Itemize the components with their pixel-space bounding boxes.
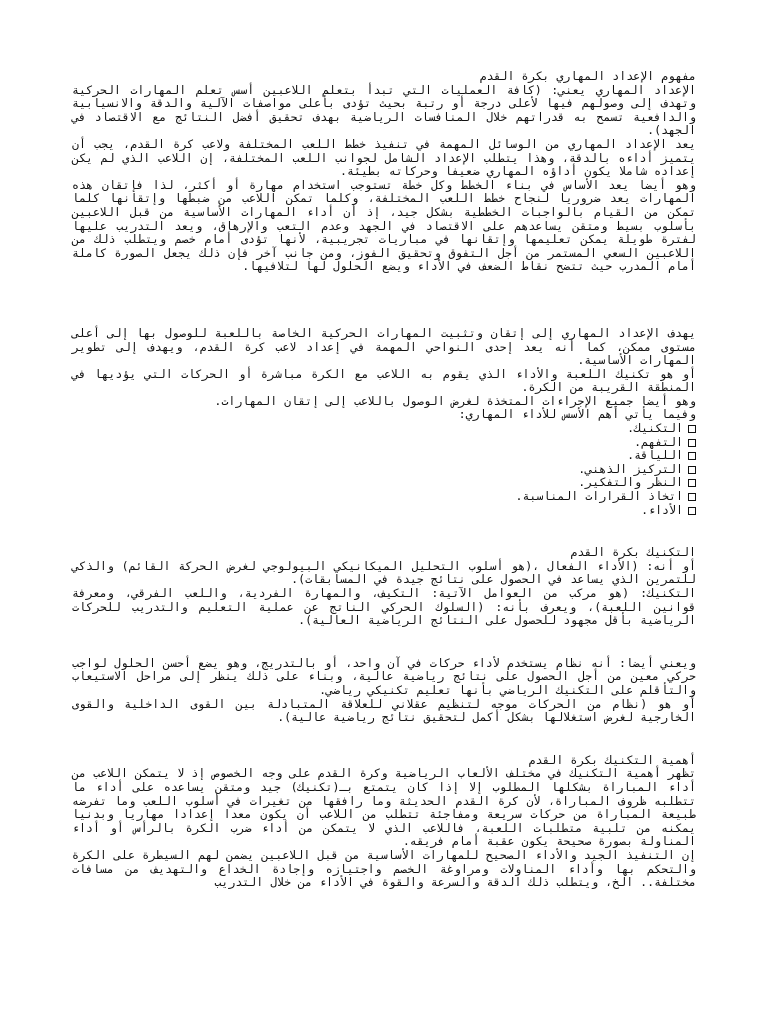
list-item-text: اللياقة. [627,448,683,463]
list-item [72,449,696,463]
list-item-text: اتخاذ القرارات المناسبة. [515,489,683,504]
paragraph: يهدف الإعداد المهاري إلى إتقان وتثبيت المهارات الحركية الخاصة باللعبة للوصول بها إلى أعلى مستوى ممكن، كما أنه يعد إحدى النواحي المهمة في إعداد لاعب كرة القدم، ويهدف إلى تطوير المهارات الأساسية. [65,325,696,368]
section-spacer [72,628,696,657]
paragraph: وهو أيضا جميع الإجراءات المتخذة لغرض الوصول باللاعب إلى إتقان المهارات. [214,393,696,408]
paragraph: وهو أيضا يعد الأساس في بناء الخطط وكل خطة تستوجب استخدام مهارة أو أكثر، لذا فإتقان هذه المهارات يعد ضروريا لنجاح خطط اللعب المختلفة، وكلما تمكن اللاعب من ضبطها وإتقانها كلما تمكن من القيام بالواجبات الخططية بشكل جيد، إذ أن أداء المهارات الأساسية من قبل اللاعبين بأسلوب بسيط ومتقن يساعدهم على الاقتصاد في الجهد وعدم التعب والإرهاق، ويعد التدريب عليها لفترة طويلة يمكن تعليمها وإتقانها في مباريات تجريبية، لأنها تؤدى أمام خصم ويتطلب ذلك من اللاعبين السعي المستمر من أجل التفوق وتحقيق الفوز، ومن جانب آخر فإن ذلك يجعل الصورة كاملة أمام المدرب حيث تتضح نقاط الضعف في الأداء ويضع الحلول لها لتلافيها. [65,177,696,274]
list-item [72,504,696,518]
paragraph: أو هو تكنيك اللعبة والأداء الذي يقوم به اللاعب مع الكرة مباشرة أو الحركات التي يؤديها في المنطقة القريبة من الكرة. [65,366,696,395]
square-bullet-icon [688,466,696,474]
square-bullet-icon [688,479,696,487]
paragraph: أو هو (نظام من الحركات موجه لتنظيم عقلاني للعلاقة المتبادلة بين القوى الداخلية والقوى الخارجية لغرض استغلالها بشكل أكمل لتحقيق نتائج رياضية عالية). [65,696,696,725]
section-heading: أهمية التكنيك بكرة القدم [528,752,696,767]
section-spacer [72,517,696,546]
square-bullet-icon [688,452,696,460]
paragraph: تظهر أهمية التكنيك في مختلف الألعاب الرياضية وكرة القدم على وجه الخصوص إذ لا يتمكن اللاعب من أداء المباراة بشكلها المطلوب إلا إذا كان يتمتع بـ(تكنيك) جيد ومتقن يساعده على أداء ما تتطلبه ظروف المباراة، لأن كرة القدم الحديثة وما رافقها من تغيرات في أسلوب اللعب وما تفرضه طبيعة المباراة من حركات سريعة ومفاجئة تتطلب من اللاعب أن يكون معدا إعدادا مهاريا وبدنيا يمكنه من تلبية متطلبات اللعبة، فاللاعب الذي لا يتمكن من أداء ضرب الكرة بالرأس أو أداء المناولة بصورة صحيحة يكون عقبة أمام فريقه. [65,766,696,849]
list-item [72,490,696,504]
paragraph: أو أنه: (الأداء الفعال ،(هو أسلوب التحليل الميكانيكي البيولوجي لغرض الحركة القائم) والذكي للتمرين الذي يساعد في الحصول على نتائج جيدة في المسابقات). [65,558,696,587]
list-item-text: التفهم. [634,434,683,449]
square-bullet-icon [688,439,696,447]
section-spacer [72,274,696,303]
list-item [72,463,696,477]
paragraph: إن التنفيذ الجيد والأداء الصحيح للمهارات الأساسية من قبل اللاعبين يضمن لهم السيطرة على الكرة والتحكم بها وأداء المناولات ومراوغة الخصم واجتيازه وإجادة الخداع والتهديف من مسافات مختلفة.. الخ، ويتطلب ذلك الدقة والسرعة والقوة في الأداء من خلال التدريب [65,847,696,890]
list-item-text: التركيز الذهني. [578,461,683,476]
list-item [72,436,696,450]
paragraph: التكنيك: (هو مركب من العوامل الآتية: التكيف، والمهارة الفردية، واللعب الفرقي، ومعرفة قوانين اللعبة)، ويعرف بأنه: (السلوك الحركي الناتج عن عملية التعليم والتدريب للحركات الرياضية بأقل مجهود للحصول على النتائج الرياضية العالية). [65,586,696,628]
section-heading: مفهوم الإعداد المهاري بكرة القدم [479,69,696,83]
list-item [72,476,696,490]
document-body [65,69,696,890]
paragraph: الإعداد المهاري يعني: (كافة العمليات التي تبدأ بتعلم اللاعبين أسس تعلم المهارات الحركية وتهدف إلى وصولهم فيها لأعلى درجة أو رتبة بحيث تؤدى بأعلى مواصفات الآلية والدقة والانسيابية والدافعية تسمح به قدراتهم خلال المنافسات الرياضية بهدف تحقيق أفضل النتائج مع الاقتصاد في الجهد). [65,82,696,138]
list-item-text: النظر والتفكير. [578,475,683,490]
section-heading: التكنيك بكرة القدم [570,545,696,560]
square-bullet-icon [688,425,696,433]
square-bullet-icon [688,493,696,501]
paragraph: ويعني أيضا: أنه نظام يستخدم لأداء حركات في آن واحد، أو بالتدريج، وهو يضع أحسن الحلول لواجب حركي معين من أجل الحصول على نتائج رياضية عالية، وبناء على ذلك ينظر إلى مراحل الاستيعاب والتأقلم على التكنيك الرياضي بأنها تعليم تكنيكي رياضي. [65,655,696,697]
list-item-text: التكنيك. [627,421,683,436]
section-spacer [72,303,696,327]
paragraph: وفيما يأتي أهم الأسس للأداء المهاري: [458,407,696,422]
list-item-text: الأداء. [641,502,683,517]
paragraph: يعد الإعداد المهاري من الوسائل المهمة في تنفيذ خطط اللعب المختلفة ولاعب كرة القدم، يجب أن يتميز أداءه بالدقة، وهذا يتطلب الإعداد الشامل لجوانب اللعب المختلفة، إن اللاعب الذي لم يكن إعداده شاملا يكون أداؤه المهاري ضعيفا وحركاته بطيئة. [65,136,696,179]
list-item [72,422,696,436]
section-spacer [72,725,696,754]
square-bullet-icon [688,507,696,515]
bullet-list [72,422,696,517]
